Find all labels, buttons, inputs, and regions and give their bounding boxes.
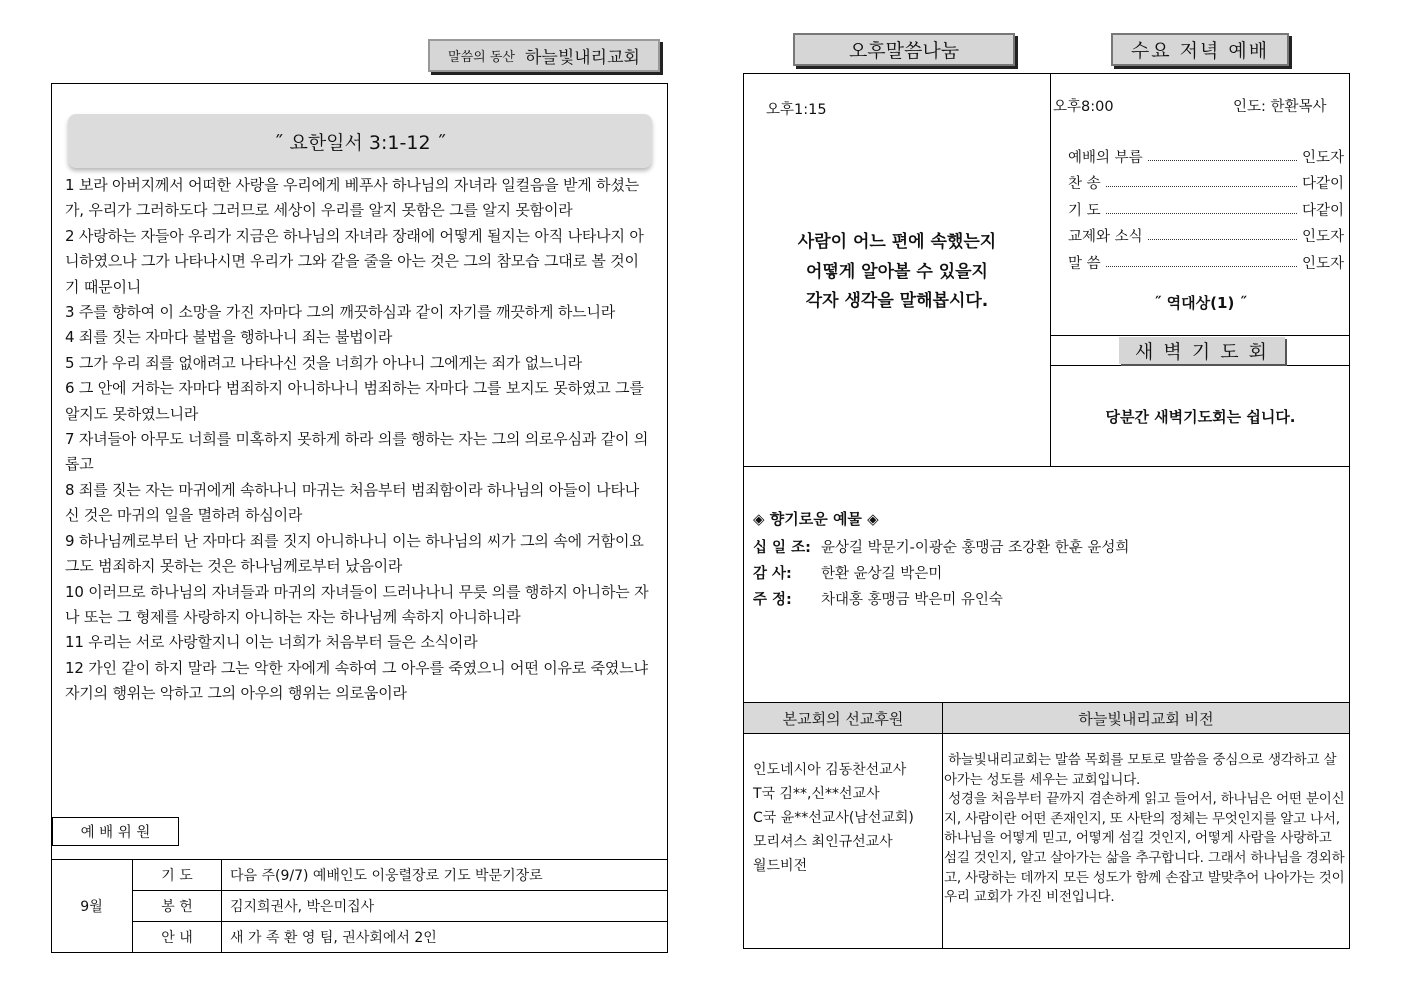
verse: 1 보라 아버지께서 어떠한 사랑을 우리에게 베푸사 하나님의 자녀라 일컬음을 받게 하셨는가, 우리가 그러하도다 그러므로 세상이 우리를 알지 못함은 그를 알지 못함이라: [65, 176, 640, 220]
verse: 9 하나님께로부터 난 자마다 죄를 짓지 아니하나니 이는 하나님의 씨가 그의 속에 거함이요 그도 범죄하지 못하는 것은 하나님께로부터 났음이라: [65, 531, 644, 576]
verse: 12 가인 같이 하지 말라 그는 악한 자에게 속하여 그 아우를 죽였으니 어떤 이유로 죽였느냐 자기의 행위는 악하고 그의 아우의 행위는 의로움이라: [65, 658, 648, 703]
verse: 11 우리는 서로 사랑할지니 이는 너희가 처음부터 들은 소식이라: [65, 633, 478, 652]
church-label-name: 하늘빛내리교회: [524, 48, 640, 68]
order-who: 인도자: [1301, 255, 1344, 272]
question-line: 각자 생각을 말해봅시다.: [805, 291, 989, 311]
worship-order: [1068, 140, 1344, 273]
committee-month: 9월: [51, 860, 133, 953]
verse: 4 죄를 짓는 자마다 불법을 행하나니 죄는 불법이라: [65, 328, 393, 347]
divider: [743, 733, 1350, 734]
committee-label-text: 예 배 위 원: [80, 825, 151, 841]
offering-names: 차대홍 홍맹금 박은미 유인숙: [821, 591, 1003, 608]
order-who: 다같이: [1301, 176, 1344, 192]
committee-role: 봉 헌: [133, 891, 222, 922]
vision-text: 하늘빛내리교회는 말씀 목회를 모토로 말씀을 중심으로 생각하고 살아가는 성도를 세우는 교회입니다. 성경을 처음부터 끝까지 겸손하게 읽고 들어서, 하나님은 어떤 분이신지, 사람이란 어떤 존재인지, 또 사탄의 정체는 무엇인지를 알고 나서, 하나님을 어떻게 믿고, 어떻게 섬길 것인지, 어떻게 사람을 사랑하고 섬길 것인지, 알고 살아가는 삶을 추구합니다. 그래서 하나님을 경외하고, 사랑하는 데까지 모든 성도가 함께 손잡고 발맞추어 나아가는 것이 우리 교회가 가진 비전입니다.: [944, 752, 1345, 906]
order-item: 교제와 소식: [1068, 229, 1143, 245]
committee-detail: 다음 주(9/7) 예배인도 이웅렬장로 기도 박문기장로: [222, 860, 669, 891]
scripture-title-bar: [68, 114, 652, 168]
sermon-title: ˝ 역대상(1) ˝: [1153, 294, 1248, 312]
afternoon-question: [746, 228, 1048, 317]
committee-table: [51, 859, 668, 953]
offering-label: 주 정:: [753, 591, 792, 608]
wednesday-leader: 인도: 한환목사: [1233, 99, 1327, 115]
order-item: 예배의 부름: [1068, 149, 1143, 166]
afternoon-header-text: 오후말씀나눔: [848, 40, 960, 62]
church-label-prefix: 말씀의 동산: [448, 50, 515, 65]
divider: [1050, 365, 1350, 366]
order-who: 인도자: [1301, 149, 1344, 166]
order-row: [1068, 193, 1344, 220]
mission-list: [753, 758, 939, 878]
wednesday-time: 오후8:00: [1053, 99, 1114, 115]
wednesday-header: [1111, 33, 1289, 66]
mission-header-text: 본교회의 선교후원: [782, 709, 904, 728]
afternoon-time: 오후1:15: [766, 102, 827, 118]
verse: 3 주를 향하여 이 소망을 가진 자마다 그의 깨끗하심과 같이 자기를 깨끗하게 하느니라: [65, 303, 616, 322]
order-item: 찬 송: [1068, 176, 1101, 192]
order-row: [1068, 167, 1344, 194]
offering-title: ◈ 향기로운 예물 ◈: [753, 510, 879, 528]
committee-detail: 새 가 족 환 영 팀, 권사회에서 2인: [222, 922, 669, 953]
church-label: [428, 39, 660, 72]
mission-item: 월드비전: [753, 858, 808, 874]
vision-header-text: 하늘빛내리교회 비전: [1078, 709, 1214, 728]
divider: [1050, 335, 1350, 336]
dawn-header: [1119, 337, 1285, 364]
scripture-panel: [51, 83, 668, 953]
scripture-title: ˝ 요한일서 3:1-12 ˝: [273, 131, 447, 154]
vision-header: [943, 703, 1349, 733]
leader-dots: [1148, 160, 1297, 161]
verse: 10 이러므로 하나님의 자녀들과 마귀의 자녀들이 드러나나니 무릇 의를 행하지 아니하는 자나 또는 그 형제를 사랑하지 아니하는 자는 하나님께 속하지 아니하니라: [65, 582, 649, 626]
offering-label: 감 사:: [753, 565, 792, 582]
offering-label: 십 일 조:: [753, 539, 811, 556]
question-line: 사람이 어느 편에 속했는지: [797, 232, 997, 252]
offering-names: 윤상길 박문기-이광순 홍맹금 조강환 한훈 윤성희: [821, 539, 1130, 556]
order-item: 말 씀: [1068, 255, 1101, 272]
offering-row: [753, 533, 1343, 559]
verse: 8 죄를 짓는 자는 마귀에게 속하나니 마귀는 처음부터 범죄함이라 하나님의 아들이 나타나신 것은 마귀의 일을 멸하려 하심이라: [65, 480, 640, 525]
committee-label: [52, 817, 179, 846]
question-line: 어떻게 알아볼 수 있을지: [806, 261, 988, 282]
order-row: [1068, 220, 1344, 247]
leader-dots: [1106, 186, 1297, 187]
dawn-header-text: 새 벽 기 도 회: [1135, 341, 1269, 363]
mission-item: 인도네시아 김동찬선교사: [753, 762, 907, 778]
verse: 6 그 안에 거하는 자마다 범죄하지 아니하나니 범죄하는 자마다 그를 보지도 못하였고 그를 알지도 못하였느니라: [65, 379, 644, 423]
committee-detail: 김지희권사, 박은미집사: [222, 891, 669, 922]
committee-role: 기 도: [133, 860, 222, 891]
mission-item: 모리셔스 최인규선교사: [753, 834, 893, 850]
leader-dots: [1106, 213, 1297, 214]
mission-item: T국 김**,신**선교사: [753, 786, 880, 802]
offering-names: 한환 윤상길 박은미: [821, 565, 943, 582]
order-who: 다같이: [1301, 202, 1344, 219]
verse-list: [65, 173, 653, 707]
order-who: 인도자: [1301, 229, 1344, 245]
mission-header: [744, 703, 942, 733]
leader-dots: [1148, 239, 1297, 240]
order-row: [1068, 140, 1344, 167]
divider: [942, 702, 943, 949]
order-item: 기 도: [1068, 202, 1101, 219]
order-row: [1068, 246, 1344, 273]
wednesday-header-text: 수요 저녁 예배: [1130, 40, 1270, 62]
dawn-notice: 당분간 새벽기도회는 쉽니다.: [1105, 408, 1296, 426]
verse: 7 자녀들아 아무도 너희를 미혹하지 못하게 하라 의를 행하는 자는 그의 의로우심과 같이 의롭고: [65, 430, 649, 474]
divider: [743, 466, 1350, 467]
verse: 5 그가 우리 죄를 없애려고 나타나신 것을 너희가 아나니 그에게는 죄가 없느니라: [65, 353, 582, 372]
leader-dots: [1106, 266, 1297, 267]
verse: 2 사랑하는 자들아 우리가 지금은 하나님의 자녀라 장래에 어떻게 될지는 아직 나타나지 아니하였으나 그가 나타나시면 우리가 그와 같을 줄을 아는 것은 그의 참모습 그대로 볼 것이기 때문이니: [65, 226, 644, 296]
offering-row: [753, 559, 1343, 585]
offering-row: [753, 585, 1343, 611]
committee-role: 안 내: [133, 922, 222, 953]
mission-item: C국 윤**선교사(남선교회): [753, 810, 914, 826]
offering-list: [753, 533, 1343, 611]
afternoon-header: [793, 33, 1015, 66]
